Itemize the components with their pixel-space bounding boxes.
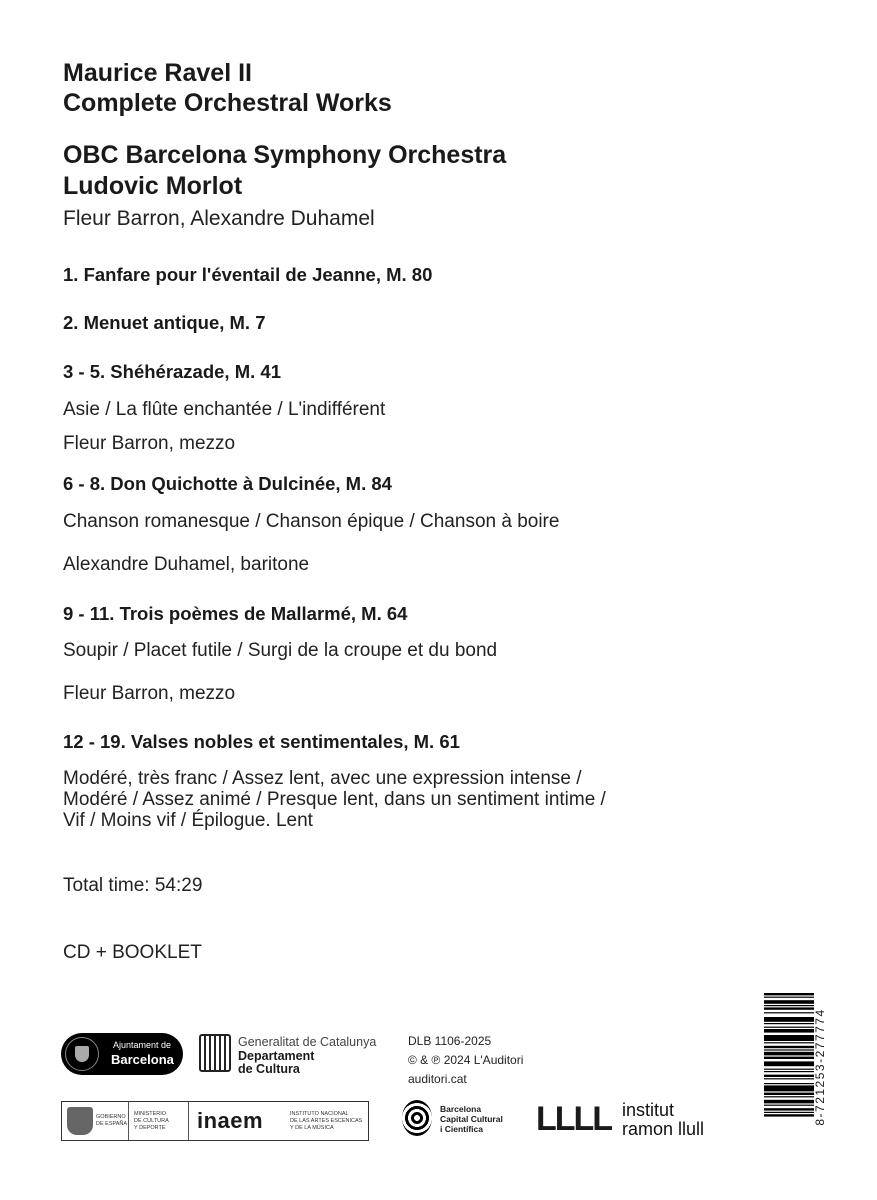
barcode-bar bbox=[764, 1085, 814, 1091]
barcode-bar bbox=[764, 1049, 814, 1050]
barcode-bar bbox=[764, 1017, 814, 1022]
barcelona-seal-icon bbox=[65, 1037, 99, 1071]
work-movements: Soupir / Placet futile / Surgi de la croupe et du bond bbox=[63, 640, 498, 661]
website-link: auditori.cat bbox=[408, 1072, 467, 1086]
ajuntament-line1: Ajuntament de bbox=[113, 1040, 172, 1050]
inaem-description bbox=[290, 1111, 362, 1132]
total-time: Total time: 54:29 bbox=[63, 875, 203, 896]
format-label: CD + BOOKLET bbox=[63, 942, 202, 963]
llull-mark-icon: LLLL bbox=[536, 1100, 612, 1138]
copyright: © & ℗ 2024 L'Auditori bbox=[408, 1053, 524, 1067]
llull-line2: ramon llull bbox=[622, 1119, 705, 1139]
movement-line: Modéré, très franc / Assez lent, avec une expression intense / bbox=[63, 768, 582, 789]
inaem-line: Y DE LA MÚSICA bbox=[290, 1125, 334, 1131]
legal-deposit: DLB 1106-2025 bbox=[408, 1034, 492, 1048]
work-movements: Chanson romanesque / Chanson épique / Chanson à boire bbox=[63, 511, 560, 532]
gobierno-line: DE ESPAÑA bbox=[96, 1121, 128, 1127]
barcode-bar bbox=[764, 1078, 814, 1079]
barcode-bar bbox=[764, 1046, 814, 1048]
work-title: 12 - 19. Valses nobles et sentimentales, M. 61 bbox=[63, 731, 460, 752]
barcode-bar bbox=[764, 1083, 814, 1084]
album-subtitle: Complete Orchestral Works bbox=[63, 89, 392, 117]
ministerio-line: Y DEPORTE bbox=[134, 1125, 166, 1131]
work-title: 1. Fanfare pour l'éventail de Jeanne, M. 80 bbox=[63, 264, 433, 285]
divider bbox=[128, 1102, 129, 1140]
barcode-bar bbox=[764, 1100, 814, 1104]
work-performer: Fleur Barron, mezzo bbox=[63, 683, 236, 704]
ministerio-text bbox=[134, 1111, 169, 1132]
work-performer: Alexandre Duhamel, baritone bbox=[63, 554, 310, 575]
generalitat-stripes-icon bbox=[199, 1034, 231, 1072]
ajuntament-barcelona-logo bbox=[61, 1033, 183, 1075]
barcode-bar bbox=[764, 1023, 814, 1024]
spain-crest-icon bbox=[67, 1107, 93, 1135]
ajuntament-line2: Barcelona bbox=[111, 1052, 174, 1067]
barcelona-capital-cultural-icon bbox=[402, 1100, 432, 1136]
barcode-bar bbox=[764, 1029, 814, 1033]
barcode bbox=[764, 993, 814, 1141]
barcode-bar bbox=[764, 1027, 814, 1028]
barcode-bar bbox=[764, 993, 814, 995]
barcode-bar bbox=[764, 1012, 814, 1013]
ministerio-line: MINISTERIO bbox=[134, 1111, 167, 1117]
barcode-bar bbox=[764, 1093, 814, 1095]
barcode-bar bbox=[764, 1108, 814, 1110]
inaem-line: DE LAS ARTES ESCÉNICAS bbox=[290, 1118, 363, 1124]
divider bbox=[188, 1102, 189, 1140]
barcode-bar bbox=[764, 1075, 814, 1077]
barcode-bar bbox=[764, 1112, 814, 1113]
work-movements: Asie / La flûte enchantée / L'indifférent bbox=[63, 399, 386, 420]
work-movements bbox=[63, 768, 753, 831]
gobierno-line: GOBIERNO bbox=[96, 1114, 126, 1120]
barcode-bar bbox=[764, 1096, 814, 1097]
bcc-text bbox=[440, 1104, 503, 1134]
gobierno-text bbox=[96, 1114, 127, 1128]
barcode-bar bbox=[764, 1000, 814, 1004]
conductor-name: Ludovic Morlot bbox=[63, 172, 243, 200]
barcode-bar bbox=[764, 1042, 814, 1043]
bcc-line: Barcelona bbox=[440, 1104, 482, 1114]
barcode-bar bbox=[764, 1052, 814, 1056]
generalitat-line1: Generalitat de Catalunya bbox=[238, 1035, 377, 1049]
llull-line1: institut bbox=[622, 1100, 675, 1120]
barcode-bar bbox=[764, 1035, 814, 1041]
barcode-number bbox=[808, 993, 832, 1141]
barcode-bar bbox=[764, 1061, 814, 1066]
orchestra-name: OBC Barcelona Symphony Orchestra bbox=[63, 141, 507, 169]
work-title: 3 - 5. Shéhérazade, M. 41 bbox=[63, 361, 281, 382]
album-title: Maurice Ravel II bbox=[63, 59, 252, 87]
barcode-bar bbox=[764, 1005, 814, 1006]
barcode-bar bbox=[764, 1069, 814, 1070]
movement-line: Vif / Moins vif / Épilogue. Lent bbox=[63, 810, 313, 831]
work-title: 6 - 8. Don Quichotte à Dulcinée, M. 84 bbox=[63, 473, 392, 494]
soloists: Fleur Barron, Alexandre Duhamel bbox=[63, 207, 375, 230]
barcode-digits: 8-721253-277774 bbox=[813, 1008, 827, 1126]
work-performer: Fleur Barron, mezzo bbox=[63, 433, 236, 454]
work-title: 2. Menuet antique, M. 7 bbox=[63, 312, 266, 333]
bcc-line: Capital Cultural bbox=[440, 1114, 503, 1124]
barcode-bar bbox=[764, 1057, 814, 1059]
barcode-bar bbox=[764, 1114, 814, 1116]
barcode-bar bbox=[764, 1105, 814, 1106]
barcode-bar bbox=[764, 1007, 814, 1009]
inaem-wordmark: inaem bbox=[197, 1108, 264, 1133]
generalitat-line3: de Cultura bbox=[238, 1062, 300, 1076]
barcode-bar bbox=[764, 1071, 814, 1072]
gobierno-inaem-logo bbox=[61, 1101, 369, 1141]
barcode-bar bbox=[764, 997, 814, 998]
ministerio-line: DE CULTURA bbox=[134, 1118, 169, 1124]
generalitat-line2: Departament bbox=[238, 1049, 315, 1063]
work-title: 9 - 11. Trois poèmes de Mallarmé, M. 64 bbox=[63, 603, 408, 624]
inaem-line: INSTITUTO NACIONAL bbox=[290, 1111, 349, 1117]
movement-line: Modéré / Assez animé / Presque lent, dans un sentiment intime / bbox=[63, 789, 606, 810]
bcc-line: i Científica bbox=[440, 1124, 483, 1134]
